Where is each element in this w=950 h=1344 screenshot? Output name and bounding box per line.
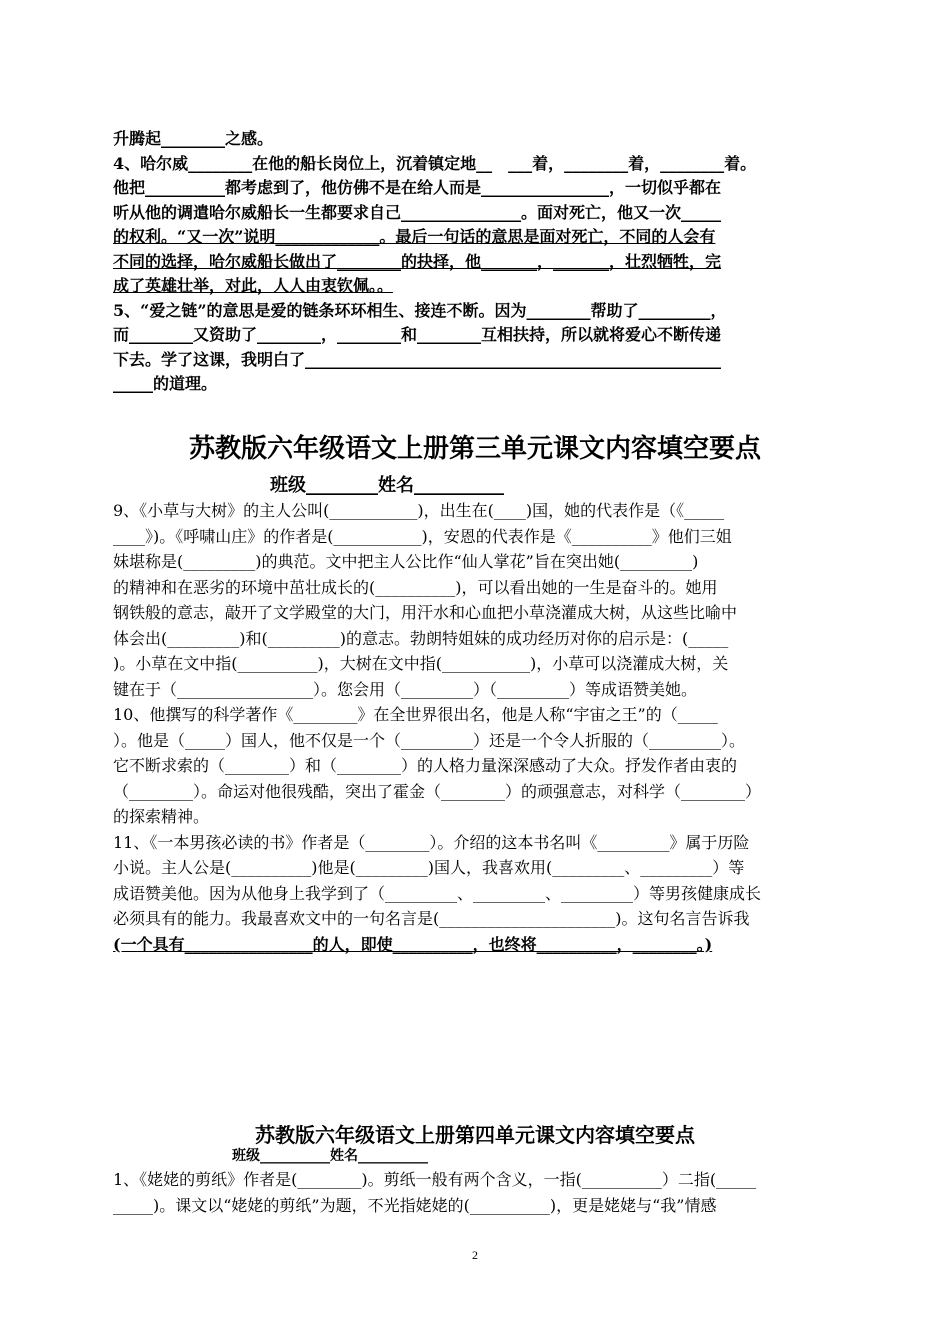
text-line: )。小草在文中指(__________)，大树在文中指(___________)，小草可以浇灌成大树，关: [113, 654, 729, 673]
text-line: ____》)。《呼啸山庄》的作者是(___________)，安恩的代表作是《__________》他们三姐: [113, 526, 732, 546]
section-title-unit3: 苏教版六年级语文上册第三单元课文内容填空要点: [188, 434, 761, 464]
text-line: 成了英雄壮举，对此，人人由衷钦佩。。: [113, 276, 394, 295]
text-line: 成语赞美他。因为从他身上我学到了（_________、_________、_________）等男孩健康成长: [113, 883, 762, 903]
text-line: 9、《小草与大树》的主人公叫(___________)，出生在(____)国，她的代表作是（《_____: [113, 501, 725, 520]
section-unit2-continuation: [113, 127, 839, 397]
text-line: 必须具有的能力。我最喜欢文中的一句名言是(______________________)。这句名言告诉我: [113, 909, 750, 928]
text-line: 5、“爱之链”的意思是爱的链条环环相生、接连不断。因为________帮助了_________，: [113, 300, 727, 320]
text-line: 4、哈尔威________在他的船长岗位上，沉着镇定地__ ___着，________着，________着。: [113, 153, 757, 173]
text-line: 下去。学了这课，我明白了____________________________________________________: [113, 349, 722, 369]
text-line: 它不断求索的（________）和（________）的人格力量深深感动了大众。抒发作者由衷的: [113, 756, 738, 775]
text-line: 1、《姥姥的剪纸》作者是(________)。剪纸一般有两个含义，一指(__________）二指(_____: [113, 1170, 757, 1189]
text-line: 11、《一本男孩必读的书》作者是（________）。介绍的这本书名叫《_________》属于历险: [113, 832, 750, 852]
text-line: 而________又资助了________，________和________互相扶持，所以就将爱心不断传递: [113, 325, 722, 344]
text-line: _____的道理。: [113, 374, 218, 393]
text-line: ）。他是（_____）国人，他不仅是一个（_________）还是一个令人折服的（_________）。: [113, 730, 746, 750]
text-line: 不同的选择，哈尔威船长做出了________的抉择，他_______，_______，壮烈牺牲，完: [113, 251, 722, 271]
text-line: 体会出(_________)和(_________)的意志。勃朗特姐妹的成功经历对你的启示是：(_____: [113, 628, 729, 648]
text-line: _____)。课文以“姥姥的剪纸”为题，不光指姥姥的(__________)，更是姥姥与“我”情感: [113, 1195, 717, 1215]
class-name-row: 班级________姓名__________: [270, 475, 504, 496]
text-line: （________）。命运对他很残酷，突出了霍金（________）的顽强意志，对科学（________）: [113, 781, 762, 801]
text-line: 键在于（_________________）。您会用（_________）（_________）等成语赞美她。: [113, 679, 698, 699]
text-line: 的权利。“又一次”说明_____________。最后一句话的意思是面对死亡，不同的人会有: [113, 227, 716, 246]
text-line: 升腾起________之感。: [113, 129, 274, 148]
class-name-row: 班级__________姓名__________: [232, 1148, 428, 1164]
text-line: 妹堪称是(_________)的典范。文中把主人公比作“仙人掌花”旨在突出她(_________): [113, 552, 699, 571]
text-line: 的探索精神。: [113, 807, 210, 826]
text-line: 的精神和在恶劣的环境中茁壮成长的(__________)，可以看出她的一生是奋斗的。她用: [113, 577, 718, 597]
text-line: (一个具有________________的人，即使__________，也终将__________，________。): [113, 934, 713, 954]
section-title-unit4: 苏教版六年级语文上册第四单元课文内容填空要点: [255, 1123, 695, 1147]
text-line: 小说。主人公是(__________)他是(_________)国人，我喜欢用(_________、_________）等: [113, 858, 745, 877]
text-line: 他把__________都考虑到了，他仿佛不是在给人而是________________，一切似乎都在: [113, 178, 722, 197]
section-unit3-body: [113, 498, 839, 957]
text-line: 10、他撰写的科学著作《________》在全世界很出名，他是人称“宇宙之王”的（_____: [113, 705, 718, 724]
text-line: 听从他的调遣哈尔威船长一生都要求自己_______________。面对死亡，他又一次_____: [113, 202, 722, 222]
section-unit4-body: [113, 1167, 839, 1218]
text-line: 钢铁般的意志，敲开了文学殿堂的大门，用汗水和心血把小草浇灌成大树，从这些比喻中: [113, 603, 738, 622]
page-number: 2: [472, 1248, 478, 1262]
